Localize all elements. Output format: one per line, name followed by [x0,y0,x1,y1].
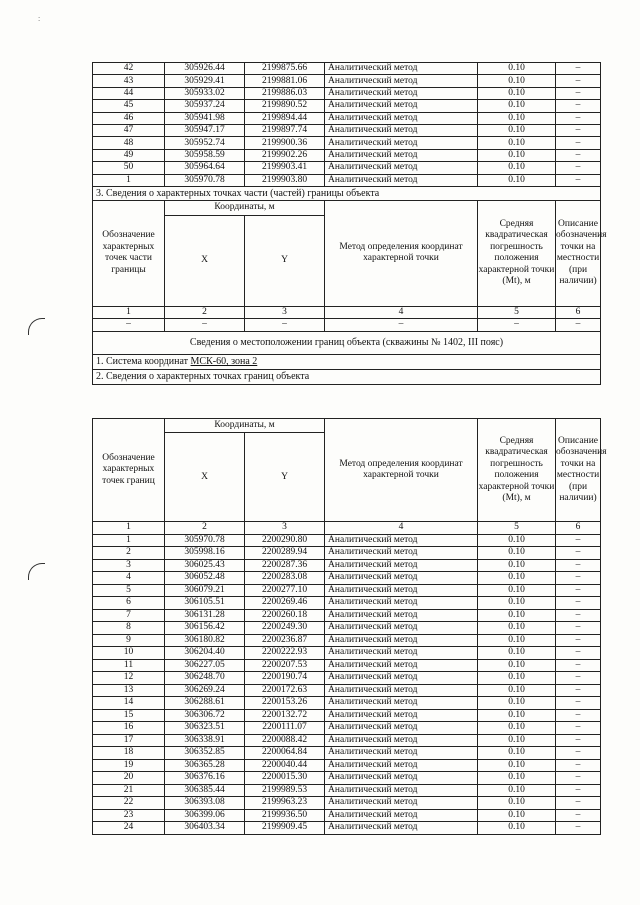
mt-cell: 0.10 [478,174,556,186]
point-number: 12 [93,672,165,685]
header-mt: Средняя квадратическая погрешность положения характерной точки (Mt), м [478,200,556,306]
coord-x: 306288.61 [165,697,245,710]
mt-cell: 0.10 [478,747,556,760]
desc-cell: – [556,559,601,572]
coord-y: 2200132.72 [245,709,325,722]
point-number: 18 [93,747,165,760]
method-cell: Аналитический метод [325,100,478,112]
coord-y: 2199903.41 [245,162,325,174]
method-cell: Аналитический метод [325,747,478,760]
coord-y: 2200207.53 [245,659,325,672]
mt-cell: 0.10 [478,722,556,735]
method-cell: Аналитический метод [325,572,478,585]
point-number: 3 [93,559,165,572]
desc-cell: – [556,75,601,87]
coord-y: 2200269.46 [245,597,325,610]
header-x: X [165,433,245,522]
method-cell: Аналитический метод [325,784,478,797]
method-cell: Аналитический метод [325,584,478,597]
coord-y: 2199963.23 [245,797,325,810]
empty-cell: – [165,319,245,331]
point-number: 14 [93,697,165,710]
coord-x: 305926.44 [165,63,245,75]
point-number: 10 [93,647,165,660]
coord-x: 306025.43 [165,559,245,572]
coord-x: 306399.06 [165,809,245,822]
coord-y: 2200153.26 [245,697,325,710]
desc-cell: – [556,734,601,747]
point-number: 21 [93,784,165,797]
coord-y: 2199897.74 [245,124,325,136]
coord-y: 2200290.80 [245,534,325,547]
table-row [93,559,601,572]
coord-y: 2200040.44 [245,759,325,772]
desc-cell: – [556,124,601,136]
coordinate-system [93,354,601,369]
point-number: 45 [93,100,165,112]
binder-hole-mark [28,563,45,580]
mt-cell: 0.10 [478,709,556,722]
empty-cell: – [245,319,325,331]
method-cell: Аналитический метод [325,559,478,572]
coord-x: 306156.42 [165,622,245,635]
point-number: 11 [93,659,165,672]
point-number: 24 [93,822,165,835]
coord-x: 305970.78 [165,174,245,186]
table-row [93,797,601,810]
coord-y: 2200289.94 [245,547,325,560]
header-desc: Описание обозначения точки на местности (при наличии) [556,200,601,306]
mt-cell: 0.10 [478,162,556,174]
coord-x: 306105.51 [165,597,245,610]
point-number: 20 [93,772,165,785]
coord-y: 2200287.36 [245,559,325,572]
mt-cell: 0.10 [478,609,556,622]
desc-cell: – [556,822,601,835]
table-row [93,622,601,635]
coord-y: 2199890.52 [245,100,325,112]
table-row [93,162,601,174]
point-number: 44 [93,87,165,99]
method-cell: Аналитический метод [325,659,478,672]
mt-cell: 0.10 [478,809,556,822]
mt-cell: 0.10 [478,634,556,647]
desc-cell: – [556,722,601,735]
desc-cell: – [556,149,601,161]
mt-cell: 0.10 [478,137,556,149]
mt-cell: 0.10 [478,584,556,597]
point-number: 23 [93,809,165,822]
table-row [93,87,601,99]
point-number: 16 [93,722,165,735]
desc-cell: – [556,87,601,99]
point-number: 4 [93,572,165,585]
coord-y: 2200222.93 [245,647,325,660]
method-cell: Аналитический метод [325,87,478,99]
col-num: 2 [165,522,245,535]
mt-cell: 0.10 [478,100,556,112]
desc-cell: – [556,759,601,772]
method-cell: Аналитический метод [325,174,478,186]
desc-cell: – [556,784,601,797]
mt-cell: 0.10 [478,672,556,685]
table-row [93,734,601,747]
point-number: 19 [93,759,165,772]
col-num: 2 [165,306,245,318]
point-number: 6 [93,597,165,610]
coord-x: 306393.08 [165,797,245,810]
table-row [93,597,601,610]
mt-cell: 0.10 [478,534,556,547]
method-cell: Аналитический метод [325,647,478,660]
desc-cell: – [556,647,601,660]
mt-cell: 0.10 [478,784,556,797]
coordinate-system-name: МСК-60, зона 2 [190,356,258,368]
coord-x: 306204.40 [165,647,245,660]
point-number: 47 [93,124,165,136]
table-row [93,124,601,136]
desc-cell: – [556,809,601,822]
table-row [93,572,601,585]
method-cell: Аналитический метод [325,722,478,735]
desc-cell: – [556,100,601,112]
header-designation: Обозначение характерных точек части границы [93,200,165,306]
empty-cell: – [325,319,478,331]
coordinate-system-prefix: 1. Система координат [96,356,191,368]
desc-cell: – [556,622,601,635]
coord-y: 2200236.87 [245,634,325,647]
desc-cell: – [556,534,601,547]
coord-y: 2200283.08 [245,572,325,585]
table-row [93,75,601,87]
mt-cell: 0.10 [478,659,556,672]
coord-x: 305964.64 [165,162,245,174]
desc-cell: – [556,162,601,174]
coord-x: 306269.24 [165,684,245,697]
table-row [93,112,601,124]
col-num: 5 [478,522,556,535]
coord-x: 306403.34 [165,822,245,835]
desc-cell: – [556,747,601,760]
table-row [93,772,601,785]
table-row [93,672,601,685]
header-designation: Обозначение характерных точек границ [93,419,165,522]
table-row [93,822,601,835]
table-row [93,547,601,560]
method-cell: Аналитический метод [325,609,478,622]
method-cell: Аналитический метод [325,734,478,747]
header-y: Y [245,433,325,522]
coord-x: 305970.78 [165,534,245,547]
col-num: 5 [478,306,556,318]
mt-cell: 0.10 [478,87,556,99]
table-row [93,534,601,547]
coord-y: 2199902.26 [245,149,325,161]
coordinates-table-top [92,62,607,385]
method-cell: Аналитический метод [325,63,478,75]
desc-cell: – [556,547,601,560]
table-row [93,609,601,622]
desc-cell: – [556,684,601,697]
empty-cell: – [478,319,556,331]
coord-x: 306227.05 [165,659,245,672]
header-coords: Координаты, м [165,419,325,433]
mt-cell: 0.10 [478,547,556,560]
coord-y: 2200260.18 [245,609,325,622]
desc-cell: – [556,659,601,672]
mt-cell: 0.10 [478,734,556,747]
mt-cell: 0.10 [478,759,556,772]
mt-cell: 0.10 [478,572,556,585]
method-cell: Аналитический метод [325,534,478,547]
point-number: 2 [93,547,165,560]
table-row [93,149,601,161]
coord-x: 306385.44 [165,784,245,797]
mt-cell: 0.10 [478,149,556,161]
coord-y: 2199900.36 [245,137,325,149]
coord-x: 305937.24 [165,100,245,112]
desc-cell: – [556,772,601,785]
mt-cell: 0.10 [478,797,556,810]
scan-mark: : [38,14,41,23]
desc-cell: – [556,697,601,710]
desc-cell: – [556,584,601,597]
coord-y: 2200172.63 [245,684,325,697]
table-row [93,584,601,597]
coord-x: 306306.72 [165,709,245,722]
table-row [93,100,601,112]
header-desc: Описание обозначения точки на местности (при наличии) [556,419,601,522]
method-cell: Аналитический метод [325,809,478,822]
point-number: 22 [93,797,165,810]
table-row [93,759,601,772]
mt-cell: 0.10 [478,124,556,136]
mt-cell: 0.10 [478,559,556,572]
method-cell: Аналитический метод [325,634,478,647]
table-row [93,63,601,75]
point-number: 42 [93,63,165,75]
coord-x: 305929.41 [165,75,245,87]
col-num: 6 [556,306,601,318]
coord-x: 306180.82 [165,634,245,647]
binder-hole-mark [28,318,45,335]
mt-cell: 0.10 [478,597,556,610]
table-row [93,634,601,647]
header-mt: Средняя квадратическая погрешность положения характерной точки (Mt), м [478,419,556,522]
coord-x: 306376.16 [165,772,245,785]
desc-cell: – [556,709,601,722]
coord-x: 306365.28 [165,759,245,772]
method-cell: Аналитический метод [325,797,478,810]
coord-x: 306079.21 [165,584,245,597]
col-num: 3 [245,522,325,535]
section3-title: 3. Сведения о характерных точках части (частей) границы объекта [93,186,601,200]
point-number: 46 [93,112,165,124]
method-cell: Аналитический метод [325,822,478,835]
mt-cell: 0.10 [478,822,556,835]
header-x: X [165,215,245,306]
coord-x: 305947.17 [165,124,245,136]
coord-y: 2199909.45 [245,822,325,835]
coord-x: 305998.16 [165,547,245,560]
method-cell: Аналитический метод [325,622,478,635]
desc-cell: – [556,63,601,75]
desc-cell: – [556,634,601,647]
empty-cell: – [93,319,165,331]
table-row [93,784,601,797]
coord-y: 2200064.84 [245,747,325,760]
coord-y: 2199875.66 [245,63,325,75]
method-cell: Аналитический метод [325,75,478,87]
mt-cell: 0.10 [478,622,556,635]
header-method: Метод определения координат характерной точки [325,419,478,522]
point-number: 13 [93,684,165,697]
mt-cell: 0.10 [478,112,556,124]
point-number: 7 [93,609,165,622]
method-cell: Аналитический метод [325,672,478,685]
mt-cell: 0.10 [478,684,556,697]
desc-cell: – [556,174,601,186]
point-number: 49 [93,149,165,161]
desc-cell: – [556,137,601,149]
header-coords: Координаты, м [165,200,325,215]
section2-title: 2. Сведения о характерных точках границ объекта [93,369,601,384]
method-cell: Аналитический метод [325,112,478,124]
method-cell: Аналитический метод [325,759,478,772]
point-number: 50 [93,162,165,174]
mt-cell: 0.10 [478,697,556,710]
table-row [93,697,601,710]
coord-y: 2200015.30 [245,772,325,785]
coord-y: 2199936.50 [245,809,325,822]
method-cell: Аналитический метод [325,772,478,785]
table-row [93,174,601,186]
mt-cell: 0.10 [478,772,556,785]
method-cell: Аналитический метод [325,149,478,161]
point-number: 5 [93,584,165,597]
method-cell: Аналитический метод [325,597,478,610]
point-number: 43 [93,75,165,87]
desc-cell: – [556,609,601,622]
coord-x: 305958.59 [165,149,245,161]
mt-cell: 0.10 [478,647,556,660]
coord-y: 2200277.10 [245,584,325,597]
table-row [93,722,601,735]
coord-x: 306248.70 [165,672,245,685]
method-cell: Аналитический метод [325,697,478,710]
coord-y: 2200249.30 [245,622,325,635]
coord-x: 305952.74 [165,137,245,149]
desc-cell: – [556,797,601,810]
col-num: 6 [556,522,601,535]
col-num: 3 [245,306,325,318]
point-number: 17 [93,734,165,747]
table-row [93,684,601,697]
mt-cell: 0.10 [478,63,556,75]
coord-y: 2199886.03 [245,87,325,99]
method-cell: Аналитический метод [325,709,478,722]
point-number: 1 [93,534,165,547]
table-row [93,747,601,760]
coord-y: 2200088.42 [245,734,325,747]
header-y: Y [245,215,325,306]
object-title: Сведения о местоположении границ объекта (скважины № 1402, III пояс) [93,331,601,354]
desc-cell: – [556,597,601,610]
point-number: 1 [93,174,165,186]
col-num: 1 [93,522,165,535]
coord-x: 306352.85 [165,747,245,760]
col-num: 1 [93,306,165,318]
desc-cell: – [556,572,601,585]
table-row [93,137,601,149]
empty-cell: – [556,319,601,331]
coord-x: 306052.48 [165,572,245,585]
desc-cell: – [556,672,601,685]
header-method: Метод определения координат характерной точки [325,200,478,306]
table-row [93,809,601,822]
coord-x: 306323.51 [165,722,245,735]
coord-x: 305933.02 [165,87,245,99]
method-cell: Аналитический метод [325,162,478,174]
col-num: 4 [325,522,478,535]
method-cell: Аналитический метод [325,684,478,697]
coord-y: 2199903.80 [245,174,325,186]
coord-y: 2199989.53 [245,784,325,797]
coord-y: 2199881.06 [245,75,325,87]
method-cell: Аналитический метод [325,124,478,136]
table-row [93,647,601,660]
mt-cell: 0.10 [478,75,556,87]
coord-y: 2200111.07 [245,722,325,735]
coord-x: 306338.91 [165,734,245,747]
coord-y: 2199894.44 [245,112,325,124]
table-row [93,709,601,722]
desc-cell: – [556,112,601,124]
col-num: 4 [325,306,478,318]
point-number: 48 [93,137,165,149]
coordinates-table-bottom [92,418,607,835]
method-cell: Аналитический метод [325,547,478,560]
point-number: 8 [93,622,165,635]
method-cell: Аналитический метод [325,137,478,149]
coord-x: 306131.28 [165,609,245,622]
coord-y: 2200190.74 [245,672,325,685]
point-number: 9 [93,634,165,647]
table-row [93,659,601,672]
coord-x: 305941.98 [165,112,245,124]
point-number: 15 [93,709,165,722]
